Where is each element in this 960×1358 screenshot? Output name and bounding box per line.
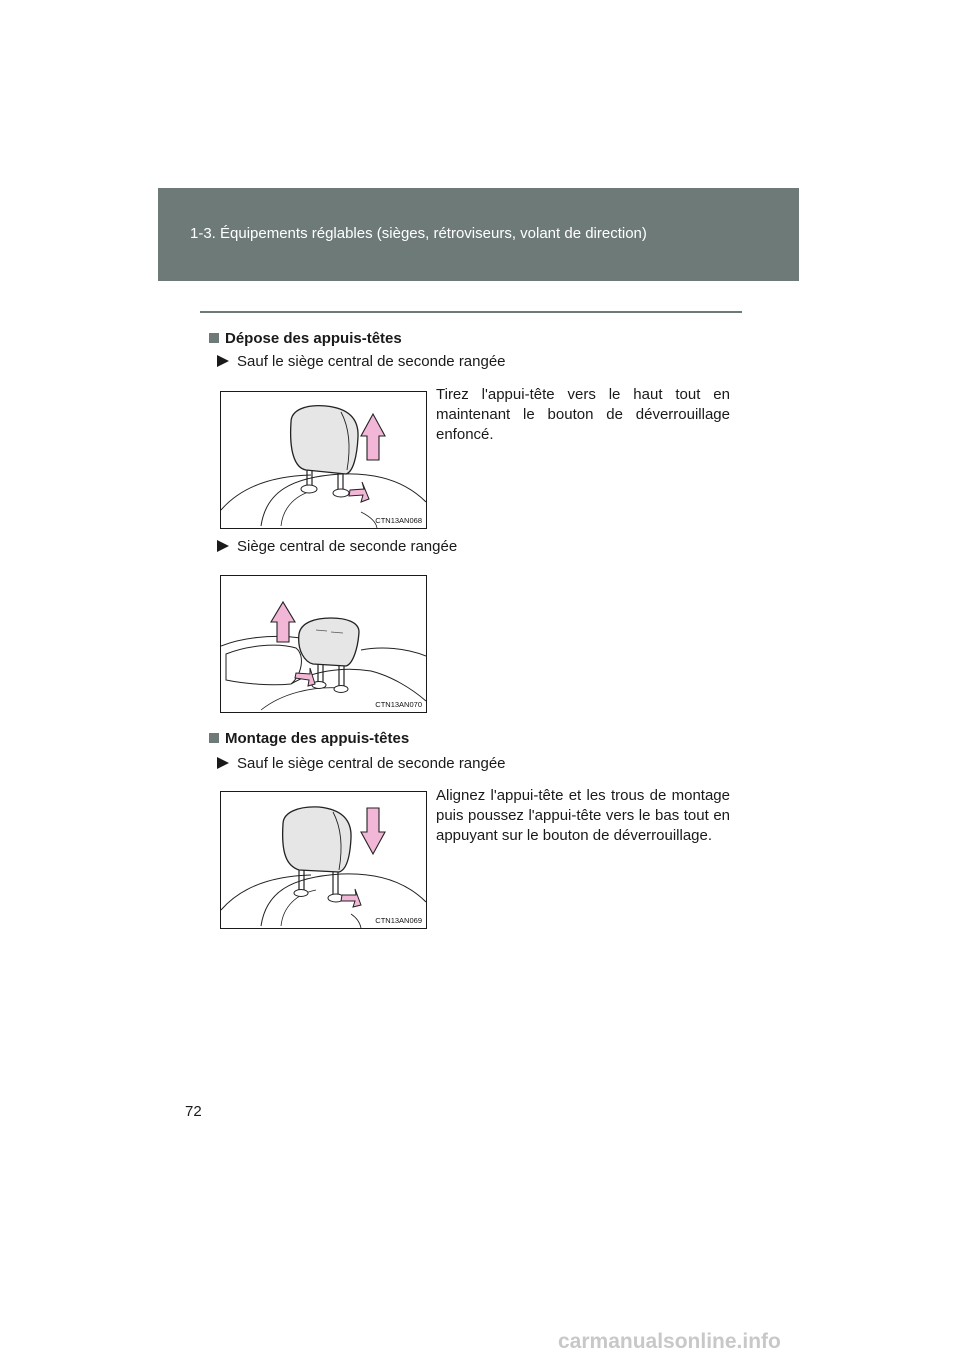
- triangle-bullet-icon: [217, 355, 229, 367]
- watermark: carmanualsonline.info: [558, 1330, 781, 1353]
- triangle-bullet-icon: [217, 540, 229, 552]
- square-bullet-icon: [209, 333, 219, 343]
- bullet-removal-center-seat: Siège central de seconde rangée: [217, 538, 457, 555]
- instruction-installation: Alignez l'appui-tête et les trous de montage puis poussez l'appui-tête vers le bas tout en appuyant sur le bouton de déverrouillage.: [436, 787, 730, 844]
- figure-removal-center-seat: [220, 575, 427, 713]
- section-heading-removal: Dépose des appuis-têtes: [209, 330, 402, 347]
- divider-rule: [200, 311, 742, 313]
- instruction-removal: Tirez l'appui-tête vers le haut tout en maintenant le bouton de déverrouillage enfoncé.: [436, 386, 730, 443]
- figure-removal-outer-seat: [220, 391, 427, 529]
- figure-installation-outer-seat: [220, 791, 427, 929]
- chapter-title: 1-3. Équipements réglables (sièges, rétroviseurs, volant de direction): [190, 225, 647, 242]
- section-heading-installation: Montage des appuis-têtes: [209, 730, 409, 747]
- header-band: [158, 188, 799, 281]
- bullet-installation-outer-seats: Sauf le siège central de seconde rangée: [217, 755, 506, 772]
- figure-code: CTN13AN068: [375, 516, 422, 525]
- square-bullet-icon: [209, 733, 219, 743]
- bullet-removal-outer-seats: Sauf le siège central de seconde rangée: [217, 353, 506, 370]
- page-number: 72: [185, 1103, 202, 1120]
- triangle-bullet-icon: [217, 757, 229, 769]
- figure-code: CTN13AN069: [375, 916, 422, 925]
- figure-code: CTN13AN070: [375, 700, 422, 709]
